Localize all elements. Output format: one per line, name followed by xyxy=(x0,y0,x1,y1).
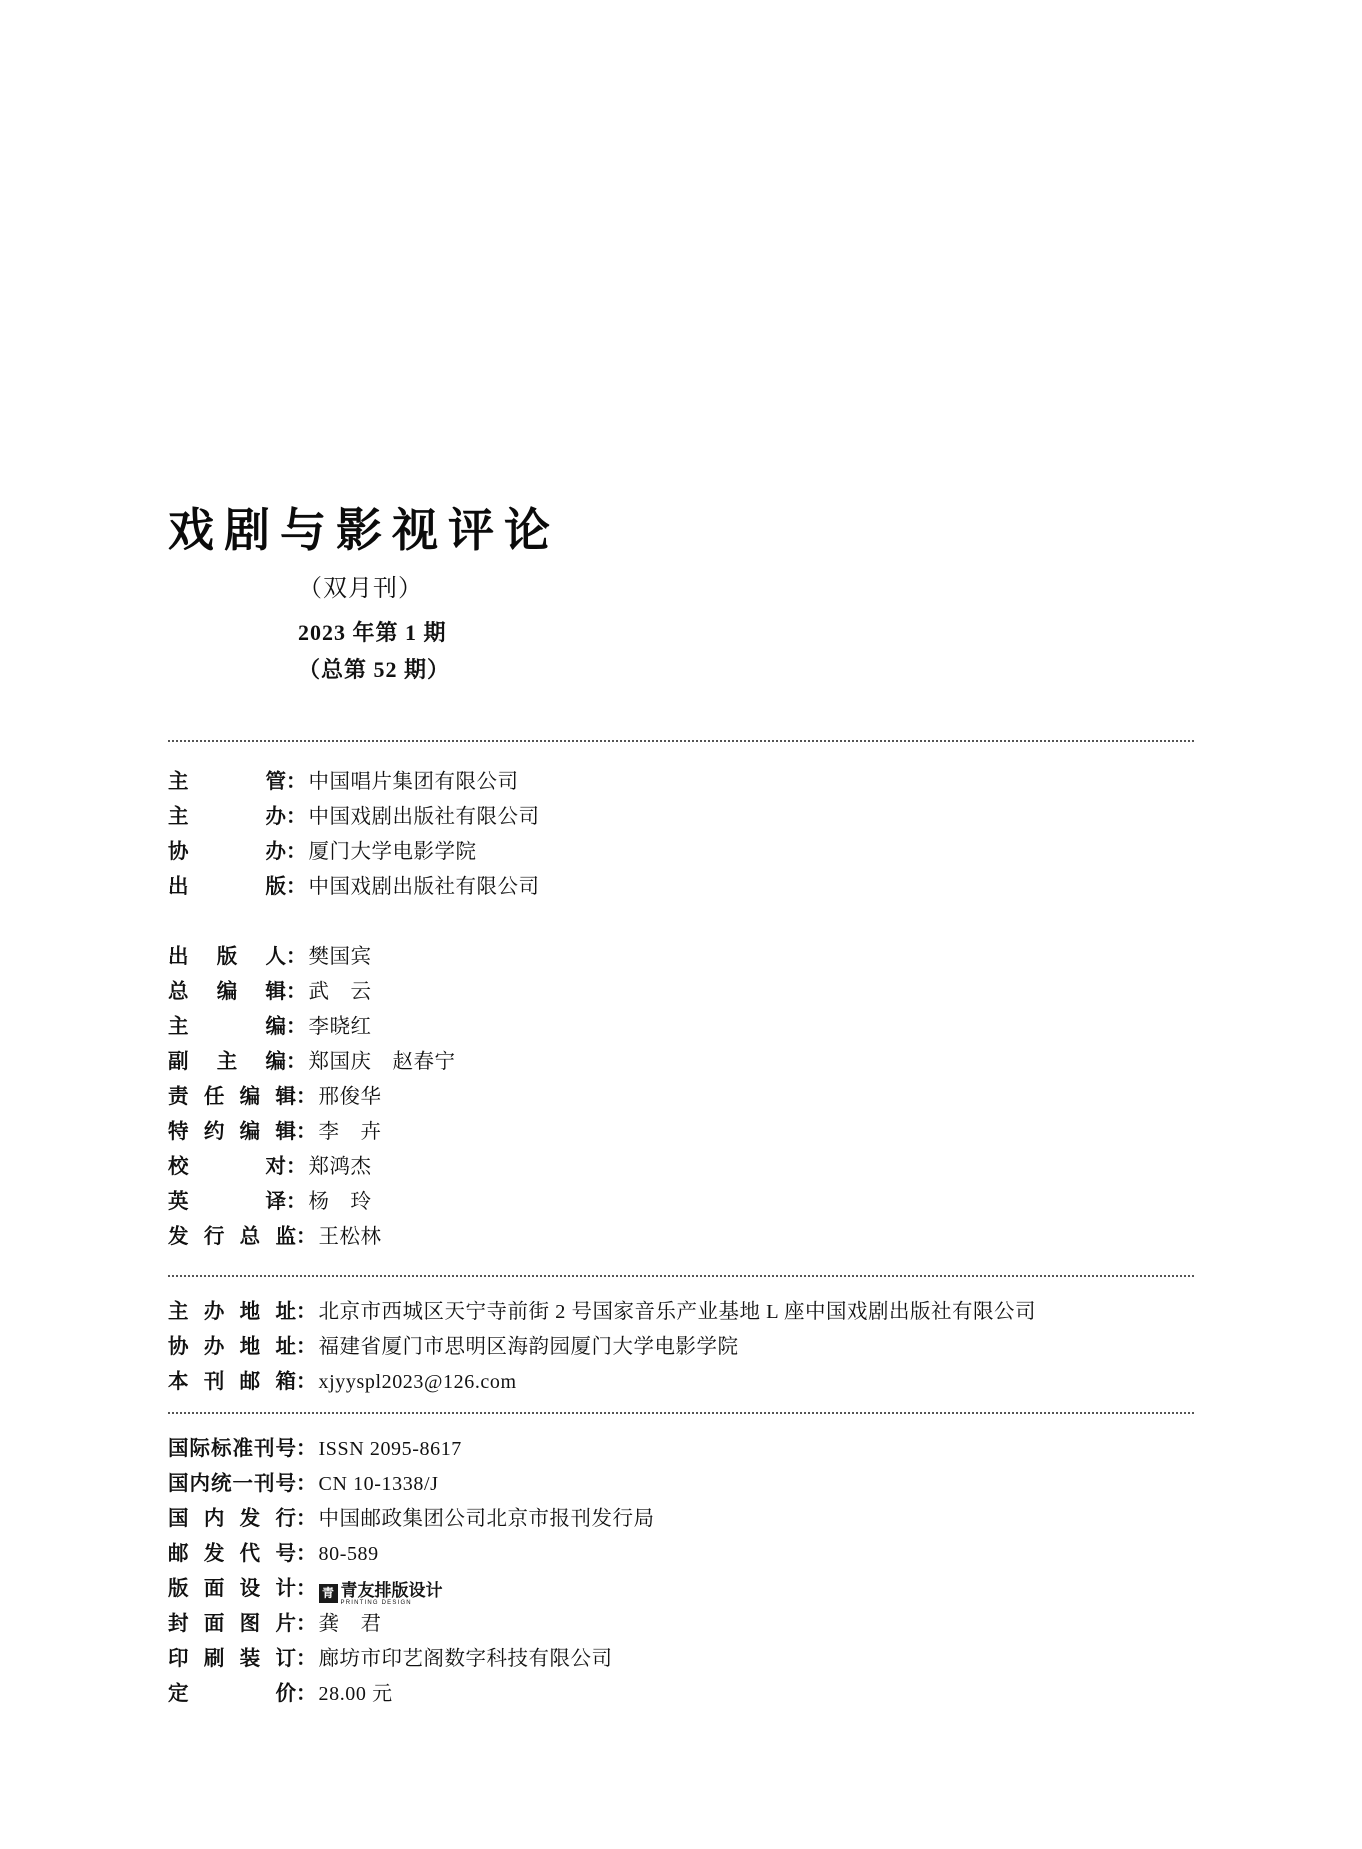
row-separator: ： xyxy=(286,946,307,968)
row-label: 印 刷 装 订 xyxy=(168,1648,296,1670)
row-label: 协 办 地 址 xyxy=(168,1336,296,1358)
row-separator: ： xyxy=(296,1226,317,1248)
row-value: 厦门大学电影学院 xyxy=(308,841,477,863)
row-separator: ： xyxy=(296,1648,317,1670)
row-separator: ： xyxy=(296,1336,317,1358)
row-label: 出 版 xyxy=(168,876,286,898)
row-label: 协 办 xyxy=(168,841,286,863)
masthead xyxy=(168,505,1068,689)
row-label: 本 刊 邮 箱 xyxy=(168,1371,296,1393)
row-label: 责 任 编 辑 xyxy=(168,1086,296,1108)
row-separator: ： xyxy=(286,806,307,828)
row-label: 英 译 xyxy=(168,1191,286,1213)
row-separator: ： xyxy=(286,876,307,898)
info-row xyxy=(168,1010,1218,1045)
info-row xyxy=(168,940,1218,975)
row-separator: ： xyxy=(286,1016,307,1038)
divider-top xyxy=(168,740,1194,742)
periodicity: （双月刊） xyxy=(298,575,423,602)
row-separator: ： xyxy=(296,1371,317,1393)
row-value: 李晓红 xyxy=(308,1016,372,1038)
info-row xyxy=(168,1115,1218,1150)
row-separator: ： xyxy=(296,1086,317,1108)
row-value: 武 云 xyxy=(308,981,372,1003)
row-value: 郑鸿杰 xyxy=(308,1156,372,1178)
info-row xyxy=(168,1080,1218,1115)
info-row xyxy=(168,1467,1218,1502)
row-separator: ： xyxy=(286,771,307,793)
staff-block xyxy=(168,940,1218,1255)
row-separator: ： xyxy=(286,1191,307,1213)
row-separator: ： xyxy=(296,1473,317,1495)
issue-number: 2023 年第 1 期 xyxy=(298,619,447,645)
row-separator: ： xyxy=(286,841,307,863)
row-separator: ： xyxy=(286,981,307,1003)
publication-info-block xyxy=(168,1432,1218,1712)
cn-value: CN 10-1338/J xyxy=(318,1473,439,1495)
row-separator: ： xyxy=(296,1121,317,1143)
info-row xyxy=(168,835,1218,870)
organizations-block xyxy=(168,765,1218,905)
row-value: 中国戏剧出版社有限公司 xyxy=(308,876,540,898)
info-row xyxy=(168,975,1218,1010)
divider-middle xyxy=(168,1275,1194,1277)
row-separator: ： xyxy=(296,1438,317,1460)
row-value: 邢俊华 xyxy=(318,1086,382,1108)
row-separator: ： xyxy=(296,1301,317,1323)
row-label: 特 约 编 辑 xyxy=(168,1121,296,1143)
addresses-block xyxy=(168,1295,1218,1400)
row-value: 北京市西城区天宁寺前街 2 号国家音乐产业基地 L 座中国戏剧出版社有限公司 xyxy=(318,1301,1037,1323)
designer-logo xyxy=(319,1582,443,1605)
row-label: 主 办 xyxy=(168,806,286,828)
row-separator: ： xyxy=(286,1051,307,1073)
row-separator: ： xyxy=(296,1508,317,1530)
info-row xyxy=(168,1365,1218,1400)
issn-value: ISSN 2095-8617 xyxy=(318,1438,462,1460)
info-row xyxy=(168,1330,1218,1365)
row-label: 国内统一刊号 xyxy=(168,1473,296,1495)
info-row xyxy=(168,1432,1218,1467)
masthead-subtitle-block xyxy=(298,570,1068,689)
row-label: 邮 发 代 号 xyxy=(168,1543,296,1565)
row-label: 主 办 地 址 xyxy=(168,1301,296,1323)
row-label: 封 面 图 片 xyxy=(168,1613,296,1635)
designer-logo-mark: 青 xyxy=(319,1584,338,1603)
row-value: 中国唱片集团有限公司 xyxy=(308,771,519,793)
postal-code-value: 80-589 xyxy=(318,1543,379,1565)
info-row-layout-design xyxy=(168,1572,1218,1607)
designer-name-en: PRINTING DESIGN xyxy=(340,1600,412,1606)
row-label: 校 对 xyxy=(168,1156,286,1178)
row-label: 出 版 人 xyxy=(168,946,286,968)
row-label: 国 内 发 行 xyxy=(168,1508,296,1530)
row-separator: ： xyxy=(296,1543,317,1565)
row-value: 廊坊市印艺阁数字科技有限公司 xyxy=(318,1648,613,1670)
info-row xyxy=(168,765,1218,800)
row-label: 主 编 xyxy=(168,1016,286,1038)
row-label: 副 主 编 xyxy=(168,1051,286,1073)
info-row xyxy=(168,1537,1218,1572)
info-row xyxy=(168,1220,1218,1255)
info-row xyxy=(168,1045,1218,1080)
designer-name-cn: 青友排版设计 xyxy=(340,1581,443,1600)
row-label: 版 面 设 计 xyxy=(168,1578,296,1600)
row-value: 李 卉 xyxy=(318,1121,382,1143)
row-separator: ： xyxy=(286,1156,307,1178)
info-row xyxy=(168,1185,1218,1220)
info-row xyxy=(168,800,1218,835)
row-label: 国际标准刊号 xyxy=(168,1438,296,1460)
row-separator: ： xyxy=(296,1578,317,1600)
row-label: 定 价 xyxy=(168,1683,296,1705)
row-value: 中国邮政集团公司北京市报刊发行局 xyxy=(318,1508,655,1530)
designer-logo-text xyxy=(341,1582,443,1605)
row-label: 发 行 总 监 xyxy=(168,1226,296,1248)
row-label: 总 编 辑 xyxy=(168,981,286,1003)
info-row xyxy=(168,1607,1218,1642)
info-row xyxy=(168,1677,1218,1712)
row-value: 杨 玲 xyxy=(308,1191,372,1213)
row-value: 樊国宾 xyxy=(308,946,372,968)
row-label: 主 管 xyxy=(168,771,286,793)
info-row xyxy=(168,1150,1218,1185)
row-value: 王松林 xyxy=(318,1226,382,1248)
info-row xyxy=(168,1502,1218,1537)
row-value: 中国戏剧出版社有限公司 xyxy=(308,806,540,828)
price-value: 28.00 元 xyxy=(318,1683,393,1705)
info-row xyxy=(168,870,1218,905)
info-row xyxy=(168,1295,1218,1330)
row-value: 福建省厦门市思明区海韵园厦门大学电影学院 xyxy=(318,1336,739,1358)
issue-total-number: （总第 52 期） xyxy=(298,657,451,683)
row-value: 龚 君 xyxy=(318,1613,382,1635)
divider-bottom xyxy=(168,1412,1194,1414)
info-row xyxy=(168,1642,1218,1677)
journal-title: 戏剧与影视评论 xyxy=(168,503,560,557)
row-separator: ： xyxy=(296,1613,317,1635)
journal-email[interactable]: xjyyspl2023@126.com xyxy=(318,1371,517,1393)
row-value: 郑国庆 赵春宁 xyxy=(308,1051,456,1073)
row-separator: ： xyxy=(296,1683,317,1705)
